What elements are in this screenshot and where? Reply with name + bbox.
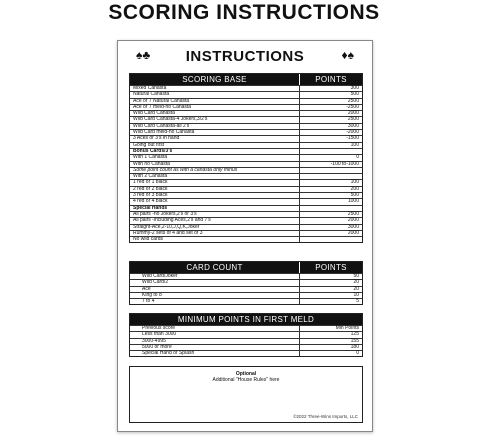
row-label: Less than 3000 [130,332,300,337]
row-points: 180 [350,343,359,350]
row-label: Some point count as with a canasta only minus [130,168,300,173]
card-title: INSTRUCTIONS [185,48,305,65]
suit-icons-right: ♦♠ [341,48,354,62]
row-label: Previous score [130,326,300,331]
table-row [130,273,362,279]
row-label: Ace [130,287,300,292]
row-points: 100 [350,141,359,148]
row-points: -1500 [346,135,359,142]
row-label: Wild Card/Joker [130,274,300,279]
row-label: 5000 or more [130,345,300,350]
row-label: All pairs -including Aces,2's and 7's [130,218,300,223]
row-points: 3000 [347,122,359,129]
table-row [130,173,362,179]
card-count-header-label: CARD COUNT [130,262,300,273]
suit-icons-left: ♠♣ [136,48,151,62]
row-label: Ace or 7 meld-no Canasta [130,105,300,110]
row-points: 2500 [347,210,359,217]
row-label: Wild Card/2 [130,280,300,285]
row-label: No wild cards [130,237,300,242]
row-label: Wild Card meld-no Canasta [130,130,300,135]
row-points: 10 [353,291,359,298]
first-meld-table [129,313,363,357]
table-row [130,205,362,211]
row-points: 2000 [347,217,359,224]
table-row [130,344,362,350]
row-points: 155 [350,337,359,344]
table-row [130,135,362,141]
row-label: Straight-Ace,2-10,J,Q,K,Joker [130,225,300,230]
table-row [130,338,362,344]
row-label: 3000-4995 [130,339,300,344]
table-row [130,142,362,148]
table-row [130,217,362,223]
row-points [300,149,362,154]
row-points: 2500 [347,116,359,123]
row-points: -2000 [346,129,359,136]
row-points: 20 [353,279,359,286]
row-label: Wild Card Canasta-4 Jokers,3/2's [130,117,300,122]
row-points: 1000 [347,198,359,205]
table-row [130,116,362,122]
row-label: Special Hands [130,206,300,211]
card-header [118,41,372,71]
row-points: 500 [350,91,359,98]
row-points: -2500 [346,103,359,110]
table-row [130,154,362,160]
row-points: 5 [356,298,359,305]
table-row [130,286,362,292]
row-label: 3 red or 3 black [130,193,300,198]
row-points: 2500 [347,97,359,104]
table-row [130,98,362,104]
table-row [130,85,362,91]
card-count-header-points: POINTS [315,263,347,272]
row-label: Wild Card Canasta-all 2's [130,124,300,129]
row-points: 3000 [347,223,359,230]
first-meld-header-label: MINIMUM POINTS IN FIRST MELD [177,315,315,324]
table-row [130,198,362,204]
row-label: 3 Aces or 3's in hand [130,136,300,141]
table-row [130,167,362,173]
row-label: Bonus Cards/3's [130,149,300,154]
table-row [130,279,362,285]
row-points: 0 [356,154,359,161]
row-label: Wild Card Canasta [130,111,300,116]
card-count-header [130,262,362,273]
row-points: 100 [350,179,359,186]
table-row [130,129,362,135]
row-points: 2000 [347,110,359,117]
instruction-card [117,40,373,432]
row-points: Min Points [335,325,359,331]
row-label: Rummy-2 sets of 4 and set of 3 [130,231,300,236]
row-label: 4 red or 4 black [130,199,300,204]
table-row [130,123,362,129]
row-label: Natural Canasta [130,92,300,97]
table-row [130,161,362,167]
row-label: King to 8 [130,293,300,298]
optional-house-rules-box [129,366,363,423]
table-row [130,325,362,331]
row-label: 2 red or 2 black [130,187,300,192]
table-row [130,186,362,192]
row-points: 125 [350,331,359,338]
optional-subtitle: Additional "House Rules" here [212,377,280,383]
row-label: With 2 Canasta [130,174,300,179]
row-label: 7 to 4 [130,299,300,304]
row-points: 500 [350,192,359,199]
scoring-base-header-label: SCORING BASE [130,74,300,85]
row-label: Ace or 7 Natural Canasta [130,99,300,104]
table-row [130,331,362,337]
row-label: Mixed Canasta [130,86,300,91]
row-label: With 1 Canasta [130,155,300,160]
table-row [130,292,362,298]
table-row [130,179,362,185]
row-label: All pairs -no Jokers,2's or 3's [130,212,300,217]
card-count-table [129,261,363,305]
row-points: 50 [353,273,359,279]
table-row [130,192,362,198]
first-meld-header [130,314,362,325]
table-row [130,148,362,154]
row-points [300,237,362,242]
row-label: With no Canasta [130,162,300,167]
table-row [130,230,362,236]
row-points: 20 [353,285,359,292]
table-row [130,104,362,110]
scoring-base-header-points: POINTS [315,75,347,84]
row-points: 2000 [347,229,359,236]
scoring-base-table [129,73,363,243]
row-points: 200 [350,185,359,192]
table-row [130,236,362,242]
table-row [130,110,362,116]
row-label: Going out first [130,143,300,148]
table-row [130,298,362,304]
page-title: SCORING INSTRUCTIONS [108,1,380,24]
copyright-text: ©2022 Three-Wins Imports, LLC [293,414,358,419]
table-row [130,350,362,356]
table-row [130,91,362,97]
row-label: Special Hand or Splash [130,351,300,356]
row-label: 1 red or 1 black [130,180,300,185]
row-points [300,168,362,173]
table-row [130,211,362,217]
row-points: -100 to-1000 [330,160,359,167]
row-points: 0 [356,350,359,357]
optional-title: Optional [235,371,257,377]
table-row [130,224,362,230]
scoring-base-header [130,74,362,85]
row-points: 300 [350,85,359,91]
